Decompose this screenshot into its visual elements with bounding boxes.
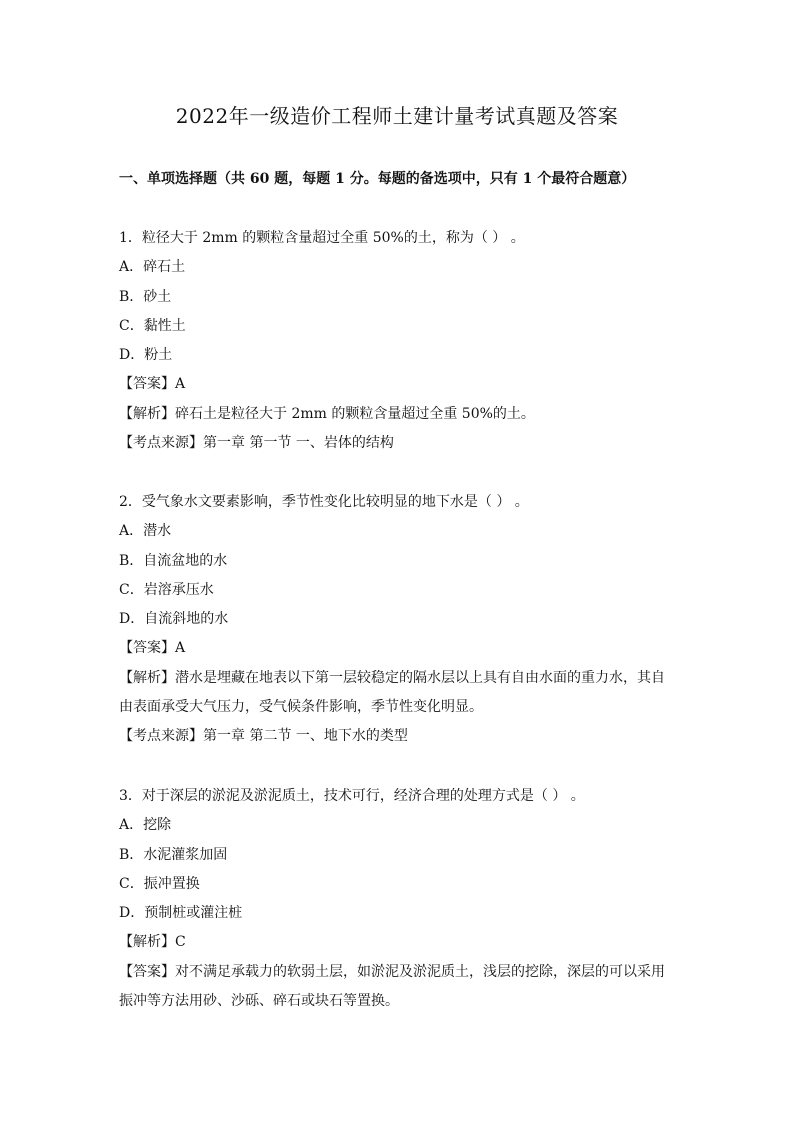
question-3	[119, 782, 679, 1016]
option-d: D．粉土	[119, 347, 173, 364]
document-title: 2022年一级造价工程师土建计量考试真题及答案	[175, 104, 619, 128]
option-b: B．砂土	[119, 288, 172, 305]
option-c: C．黏性土	[119, 317, 186, 334]
analysis: 【解析】碎石土是粒径大于 2mm 的颗粒含量超过全重 50%的土。	[119, 405, 535, 422]
source: 【考点来源】第一章 第二节 一、地下水的类型	[119, 728, 408, 745]
option-a: A．挖除	[119, 817, 172, 834]
question-1	[119, 224, 679, 458]
question-stem: 1．粒径大于 2mm 的颗粒含量超过全重 50%的土，称为（ ） 。	[119, 230, 525, 246]
answer: 【答案】A	[119, 376, 186, 393]
option-b: B．自流盆地的水	[119, 552, 228, 569]
question-2	[119, 488, 679, 752]
source: 【考点来源】第一章 第一节 一、岩体的结构	[119, 435, 394, 452]
option-d: D．自流斜地的水	[119, 611, 229, 628]
analysis-line-2: 由表面承受大气压力，受气候条件影响，季节性变化明显。	[119, 699, 483, 716]
answer-line-1: 【答案】对不满足承载力的软弱土层，如淤泥及淤泥质土，浅层的挖除，深层的可以采用	[119, 963, 665, 980]
option-d: D．预制桩或灌注桩	[119, 905, 243, 922]
question-stem: 2．受气象水文要素影响，季节性变化比较明显的地下水是（ ） 。	[119, 494, 529, 510]
option-c: C．岩溶承压水	[119, 581, 214, 598]
option-b: B．水泥灌浆加固	[119, 846, 228, 863]
analysis-line-1: 【解析】潜水是埋藏在地表以下第一层较稳定的隔水层以上具有自由水面的重力水，其自	[119, 669, 665, 686]
analysis: 【解析】C	[119, 934, 186, 951]
option-a: A．潜水	[119, 523, 172, 540]
answer-line-2: 振冲等方法用砂、沙砾、碎石或块石等置换。	[119, 993, 399, 1010]
answer: 【答案】A	[119, 640, 186, 657]
option-c: C．振冲置换	[119, 875, 200, 892]
question-stem: 3．对于深层的淤泥及淤泥质土，技术可行，经济合理的处理方式是（ ） 。	[119, 788, 585, 804]
section-header: 一、单项选择题（共 60 题，每题 1 分。每题的备选项中，只有 1 个最符合题意）	[119, 171, 636, 187]
option-a: A．碎石土	[119, 259, 186, 276]
